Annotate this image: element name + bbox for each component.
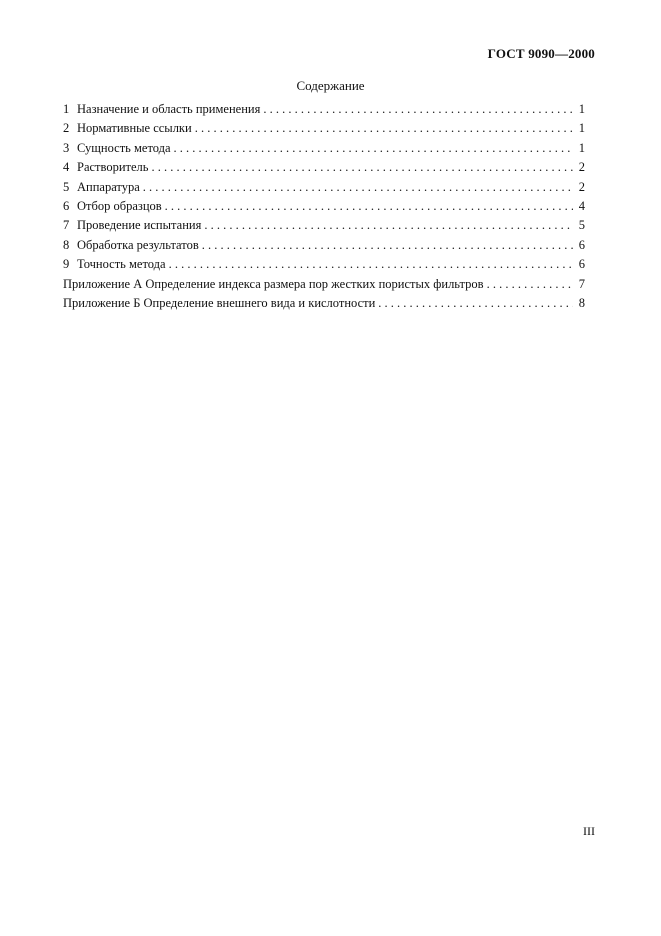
toc-entry-title: Аппаратура [77, 179, 140, 194]
toc-entry-page: 6 [578, 237, 585, 252]
toc-leader-dots [263, 100, 573, 119]
toc-entry[interactable] [63, 255, 585, 274]
toc-leader-dots [151, 158, 573, 177]
toc-entry[interactable] [63, 197, 585, 216]
toc-entry[interactable] [63, 216, 585, 235]
toc-entry-title: Отбор образцов [77, 198, 162, 213]
toc-entry-title: Точность метода [77, 257, 166, 272]
toc-entry-appendix[interactable] [63, 275, 585, 294]
toc-leader-dots [169, 255, 573, 274]
toc-leader-dots [487, 275, 573, 294]
toc-entry-number: 3 [63, 140, 70, 155]
toc-entry-title: Нормативные ссылки [77, 121, 192, 136]
toc-entry-title: Проведение испытания [77, 218, 202, 233]
toc-leader-dots [195, 119, 573, 138]
toc-entry-number: 9 [63, 257, 70, 272]
toc-entry-page: 5 [578, 218, 585, 233]
toc-entry-number: 5 [63, 179, 70, 194]
toc-entry-page: 1 [578, 102, 585, 116]
toc-leader-dots [378, 294, 573, 313]
standard-number: ГОСТ 9090—2000 [487, 46, 595, 61]
toc-leader-dots [204, 216, 573, 235]
toc-entry-number: 2 [63, 121, 70, 136]
toc-entry-page: 2 [578, 160, 585, 175]
toc-entry-page: 8 [578, 295, 585, 310]
toc-entry[interactable] [63, 139, 585, 158]
toc-entry-number: 8 [63, 237, 70, 252]
toc-entry[interactable] [63, 178, 585, 197]
page-number: III [583, 824, 595, 838]
toc-entry-number: 6 [63, 198, 70, 213]
toc-leader-dots [143, 178, 573, 197]
toc-entry-number: 7 [63, 218, 70, 233]
toc-entry-title: Растворитель [77, 160, 149, 175]
toc-entry-title: Сущность метода [77, 140, 171, 155]
toc-entry-title: Приложение А Определение индекса размера пор жестких пористых фильтров [63, 276, 484, 291]
toc-leader-dots [202, 236, 573, 255]
toc-entry-page: 2 [578, 179, 585, 194]
toc-entry[interactable] [63, 119, 585, 138]
toc-entry-number: 4 [63, 160, 70, 175]
toc-entry-title: Приложение Б Определение внешнего вида и кислотности [63, 295, 376, 310]
toc-entry[interactable] [63, 100, 585, 119]
toc-heading: Содержание [296, 78, 365, 93]
toc-entry-page: 6 [578, 257, 585, 272]
toc-leader-dots [165, 197, 573, 216]
toc-entry-page: 1 [578, 121, 585, 136]
toc-entry[interactable] [63, 236, 585, 255]
table-of-contents [63, 100, 585, 313]
toc-entry-appendix[interactable] [63, 294, 585, 313]
toc-entry-page: 1 [578, 140, 585, 155]
toc-leader-dots [174, 139, 573, 158]
toc-entry[interactable] [63, 158, 585, 177]
toc-entry-title: Обработка результатов [77, 237, 199, 252]
toc-entry-title: Назначение и область применения [77, 102, 261, 116]
toc-entry-page: 7 [578, 276, 585, 291]
toc-entry-number: 1 [63, 102, 70, 116]
toc-entry-page: 4 [578, 198, 585, 213]
